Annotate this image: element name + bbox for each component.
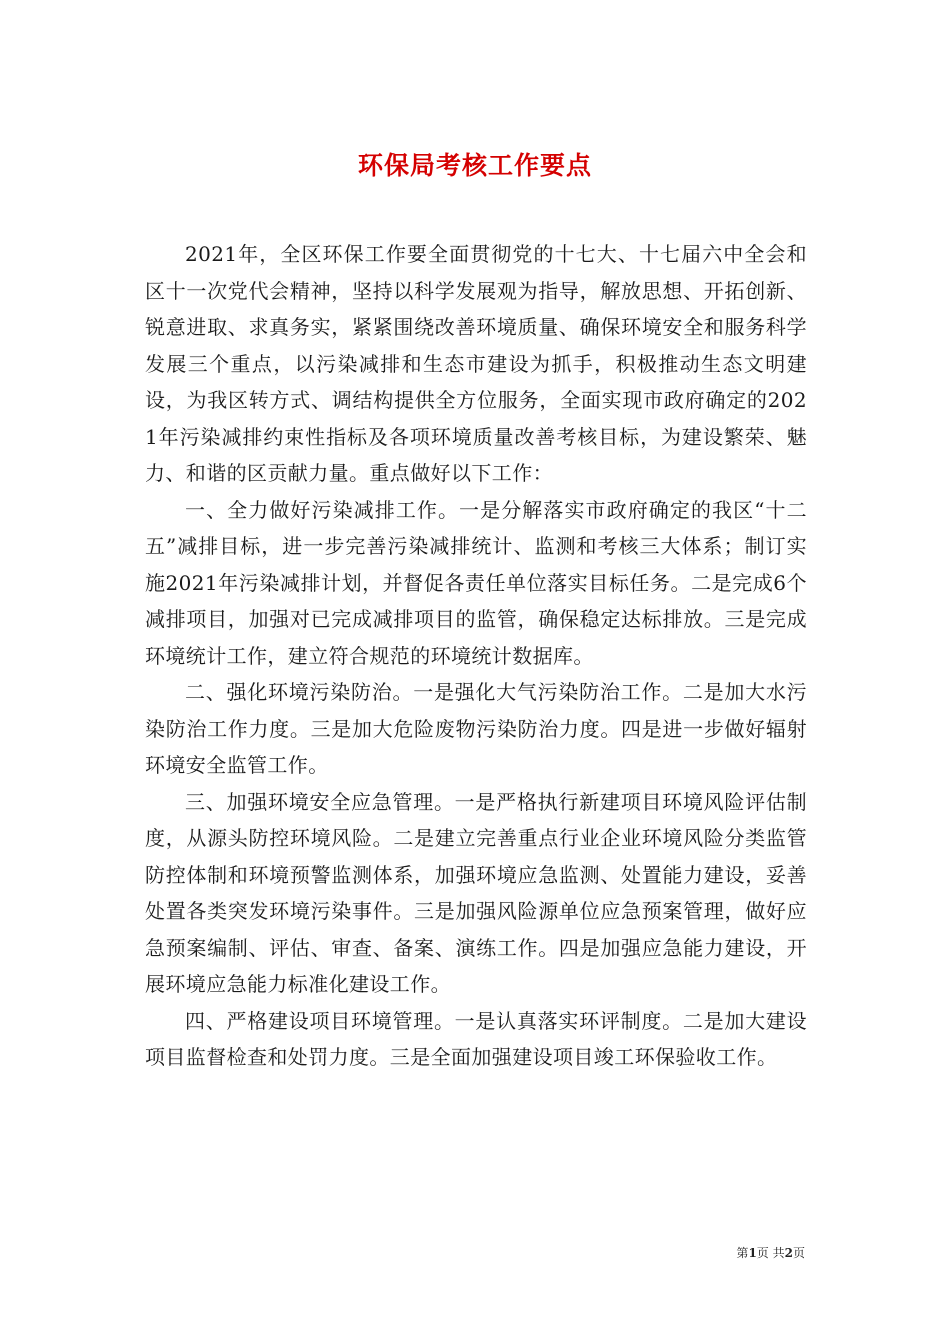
paragraph-section-3: 三、加强环境安全应急管理。一是严格执行新建项目环境风险评估制度，从源头防控环境风险。二是建立完善重点行业企业环境风险分类监管防控体制和环境预警监测体系，加强环境应急监测、处置能力建设，妥善处置各类突发环境污染事件。三是加强风险源单位应急预案管理，做好应急预案编制、评估、审查、备案、演练工作。四是加强应急能力建设，开展环境应急能力标准化建设工作。	[145, 789, 807, 996]
paragraph-section-2: 二、强化环境污染防治。一是强化大气污染防治工作。二是加大水污染防治工作力度。三是加大危险废物污染防治力度。四是进一步做好辐射环境安全监管工作。	[145, 680, 807, 777]
paragraph-section-4: 四、严格建设项目环境管理。一是认真落实环评制度。二是加大建设项目监督检查和处罚力度。三是全面加强建设项目竣工环保验收工作。	[145, 1008, 807, 1069]
document-title: 环保局考核工作要点	[357, 150, 592, 180]
footer-suffix: 页	[792, 1246, 805, 1260]
footer-current-page: 1	[748, 1246, 757, 1260]
paragraph-intro: 2021年，全区环保工作要全面贯彻党的十七大、十七届六中全会和区十一次党代会精神，坚持以科学发展观为指导，解放思想、开拓创新、锐意进取、求真务实，紧紧围绕改善环境质量、确保环境安全和服务科学发展三个重点，以污染减排和生态市建设为抓手，积极推动生态文明建设，为我区转方式、调结构提供全方位服务，全面实现市政府确定的2021年污染减排约束性指标及各项环境质量改善考核目标，为建设繁荣、魅力、和谐的区贡献力量。重点做好以下工作：	[145, 242, 807, 485]
paragraph-section-1: 一、全力做好污染减排工作。一是分解落实市政府确定的我区“十二五”减排目标，进一步完善污染减排统计、监测和考核三大体系；制订实施2021年污染减排计划，并督促各责任单位落实目标任务。二是完成6个减排项目，加强对已完成减排项目的监管，确保稳定达标排放。三是完成环境统计工作，建立符合规范的环境统计数据库。	[145, 497, 807, 668]
footer-middle: 页 共	[756, 1246, 785, 1260]
footer-total-pages: 2	[784, 1246, 793, 1260]
footer-prefix: 第	[736, 1246, 749, 1260]
page-footer	[736, 1245, 805, 1261]
document-body	[145, 236, 807, 1076]
